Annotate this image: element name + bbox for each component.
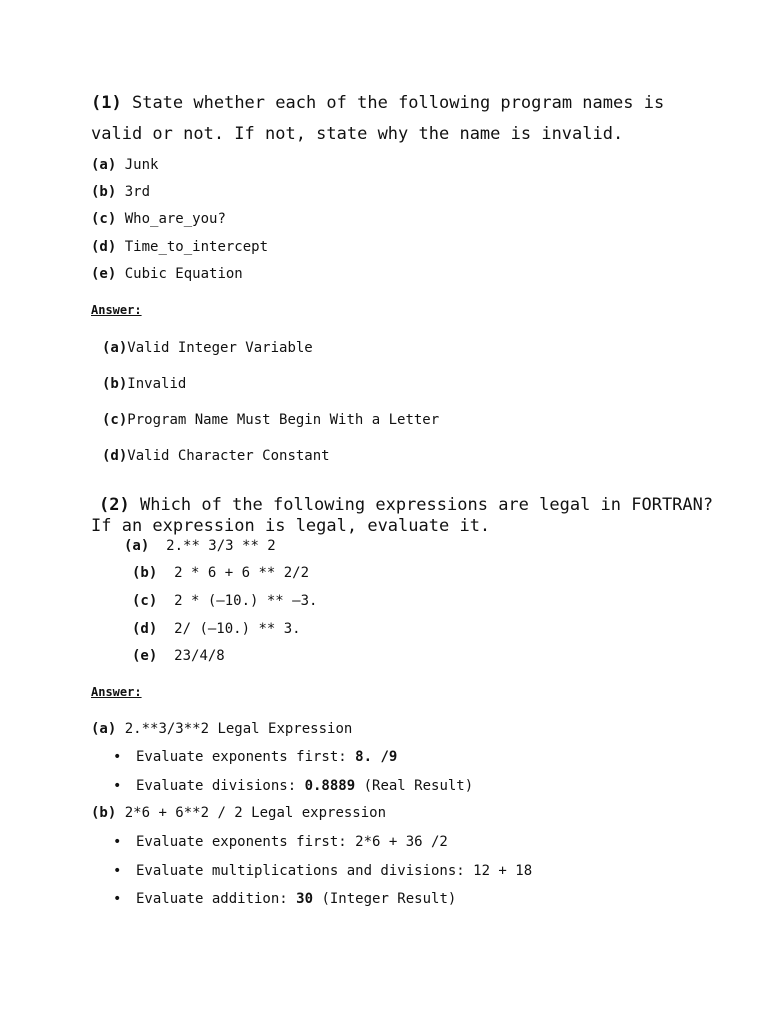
q1-item-label: (e) (91, 266, 117, 282)
q2-item-label: (e) (132, 648, 158, 664)
q1-answer-label: (b) (102, 376, 128, 392)
q2-answer-label: (b) (91, 805, 117, 821)
q2-answer-a (91, 722, 352, 736)
q1-item-text: Junk (124, 157, 159, 173)
q1-item-c (91, 212, 226, 226)
q2-answer-text: 2.**3/3**2 Legal Expression (124, 721, 353, 737)
bullet-icon: • (113, 891, 122, 907)
q1-answer-b (102, 377, 186, 391)
q2-answer-a-step-2 (136, 779, 473, 793)
q2-answer-text: 2*6 + 6**2 / 2 Legal expression (124, 805, 387, 821)
q1-answer-text: Valid Integer Variable (127, 340, 313, 356)
q2-item-a (124, 539, 276, 553)
q1-answer-text: Invalid (127, 376, 187, 392)
q2-item-label: (c) (132, 593, 158, 609)
q1-item-text: Cubic Equation (124, 266, 243, 282)
step-result: 8. /9 (355, 749, 398, 765)
q1-item-a (91, 158, 158, 172)
q1-item-text: Who_are_you? (124, 211, 226, 227)
q1-item-label: (d) (91, 239, 117, 255)
q2-item-text: 2.** 3/3 ** 2 (166, 538, 276, 554)
q1-item-label: (a) (91, 157, 117, 173)
q1-answer-heading: Answer: (91, 303, 142, 317)
q2-answer-b-step-2 (136, 864, 532, 878)
q1-text-1: State whether each of the following program names is (131, 93, 665, 113)
q1-answer-text: Valid Character Constant (127, 448, 330, 464)
q1-answer-label: (c) (102, 412, 128, 428)
step-text: Evaluate exponents first: 2*6 + 36 /2 (136, 834, 448, 850)
q2-item-label: (a) (124, 538, 150, 554)
bullet-icon: • (113, 863, 122, 879)
q2-answer-heading: Answer: (91, 685, 142, 699)
q2-answer-b (91, 806, 386, 820)
q1-answer-text: Program Name Must Begin With a Letter (127, 412, 440, 428)
step-text: Evaluate multiplications and divisions: 12 + 18 (136, 863, 533, 879)
q2-item-b (132, 566, 309, 580)
q1-line2: valid or not. If not, state why the name is invalid. (91, 124, 624, 144)
q2-item-text: 23/4/8 (174, 648, 225, 664)
q1-answer-a (102, 341, 313, 355)
bullet-icon: • (113, 834, 122, 850)
q2-answer-label: (a) (91, 721, 117, 737)
q1-item-label: (c) (91, 211, 117, 227)
step-text: Evaluate exponents first: (136, 749, 356, 765)
q1-number: (1) (91, 93, 122, 113)
q2-line1 (99, 497, 713, 514)
q1-item-e (91, 267, 243, 281)
q1-answer-label: (d) (102, 448, 128, 464)
q2-answer-a-step-1 (136, 750, 397, 764)
q2-line2: If an expression is legal, evaluate it. (91, 516, 491, 536)
step-text: Evaluate divisions: (136, 778, 305, 794)
step-result: 0.8889 (304, 778, 356, 794)
q2-item-text: 2/ (–10.) ** 3. (174, 621, 301, 637)
bullet-icon: • (113, 778, 122, 794)
step-result: 30 (296, 891, 314, 907)
q1-item-text: Time_to_intercept (124, 239, 269, 255)
q2-item-label: (b) (132, 565, 158, 581)
q2-item-text: 2 * 6 + 6 ** 2/2 (174, 565, 310, 581)
q1-line1 (91, 95, 664, 112)
q2-item-e (132, 649, 225, 663)
step-note: (Real Result) (355, 778, 474, 794)
q1-answer-c (102, 413, 439, 427)
bullet-icon: • (113, 749, 122, 765)
step-note: (Integer Result) (313, 891, 457, 907)
q1-item-d (91, 240, 268, 254)
q1-item-text: 3rd (124, 184, 151, 200)
q2-item-text: 2 * (–10.) ** –3. (174, 593, 318, 609)
q1-answer-label: (a) (102, 340, 128, 356)
q1-item-b (91, 185, 150, 199)
q1-item-label: (b) (91, 184, 117, 200)
q2-answer-b-step-1 (136, 835, 448, 849)
q1-answer-d (102, 449, 330, 463)
q2-number: (2) (99, 495, 130, 515)
step-text: Evaluate addition: (136, 891, 297, 907)
q2-item-d (132, 622, 301, 636)
q2-text-1: Which of the following expressions are legal in FORTRAN? (139, 495, 714, 515)
q2-item-c (132, 594, 317, 608)
q2-item-label: (d) (132, 621, 158, 637)
q2-answer-b-step-3 (136, 892, 456, 906)
